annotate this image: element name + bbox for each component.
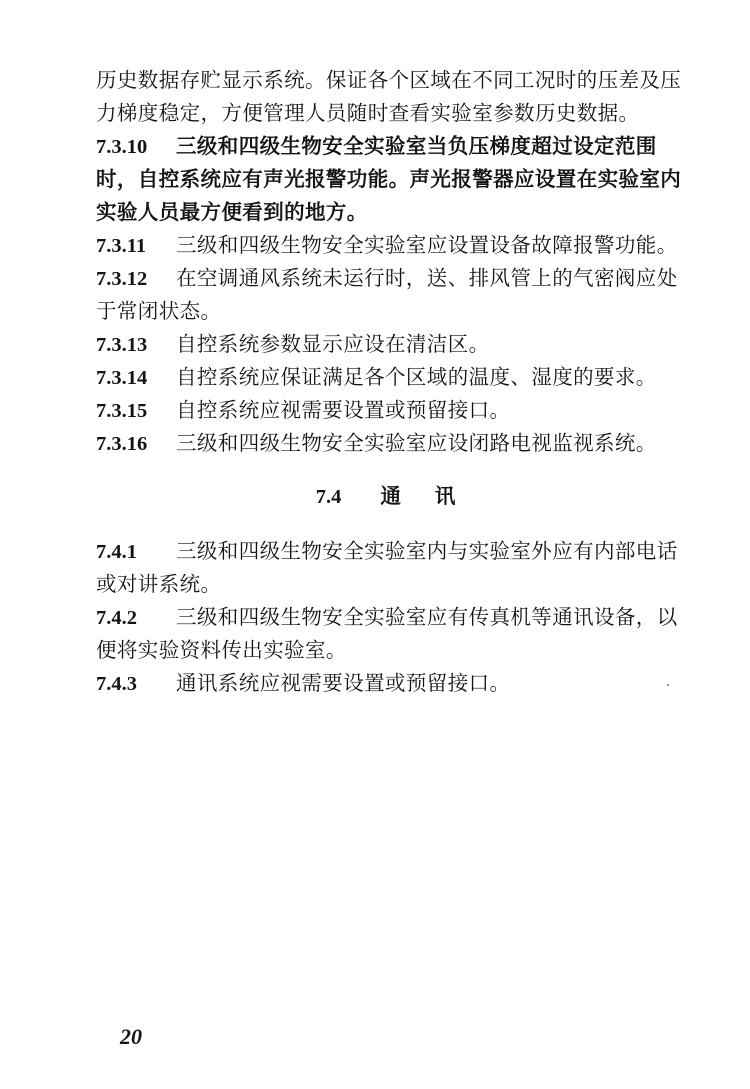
intro-line-2: 力梯度稳定，方便管理人员随时查看实验室参数历史数据。 <box>96 101 640 125</box>
clause-number: 7.3.16 <box>96 433 148 455</box>
clause-7-3-12 <box>96 262 692 295</box>
clause-number: 7.4.2 <box>96 607 137 629</box>
clause-number: 7.3.15 <box>96 400 148 422</box>
section-heading-7-4 <box>96 480 692 513</box>
clause-text: 三级和四级生物安全实验室当负压梯度超过设定范围 <box>176 134 657 158</box>
clause-7-4-2 <box>96 601 692 634</box>
section-number: 7.4 <box>315 486 342 508</box>
clause-7-3-13 <box>96 328 692 361</box>
clause-number: 7.4.3 <box>96 673 137 695</box>
section-title-char-2: 讯 <box>434 484 456 508</box>
section-title-char-1: 通 <box>380 484 401 508</box>
clause-7-4-1-line-2: 或对讲系统。 <box>96 572 222 596</box>
scan-speck <box>667 684 669 686</box>
body-text <box>96 64 692 700</box>
clause-text: 三级和四级生物安全实验室内与实验室外应有内部电话 <box>176 539 678 563</box>
clause-7-4-3 <box>96 667 692 700</box>
clause-text: 自控系统参数显示应设在清洁区。 <box>176 332 490 356</box>
clause-text: 自控系统应视需要设置或预留接口。 <box>176 398 511 422</box>
clause-7-3-15 <box>96 394 692 427</box>
clause-text: 三级和四级生物安全实验室应设闭路电视监视系统。 <box>176 431 657 455</box>
clause-7-4-2-line-2: 便将实验资料传出实验室。 <box>96 638 347 662</box>
clause-7-3-14 <box>96 361 692 394</box>
clause-7-3-16 <box>96 427 692 460</box>
clause-number: 7.3.10 <box>96 136 148 158</box>
clause-number: 7.3.14 <box>96 367 148 389</box>
clause-number: 7.4.1 <box>96 541 137 563</box>
clause-7-3-10-line-3: 实验人员最方便看到的地方。 <box>96 200 368 224</box>
clause-number: 7.3.12 <box>96 268 148 290</box>
clause-text: 通讯系统应视需要设置或预留接口。 <box>176 671 511 695</box>
clause-7-3-10 <box>96 130 692 163</box>
intro-line-1: 历史数据存贮显示系统。保证各个区域在不同工况时的压差及压 <box>96 68 682 92</box>
page-number: 20 <box>120 1024 142 1049</box>
clause-7-4-1 <box>96 535 692 568</box>
clause-text: 自控系统应保证满足各个区域的温度、湿度的要求。 <box>176 365 657 389</box>
clause-text: 三级和四级生物安全实验室应有传真机等通讯设备，以 <box>176 605 678 629</box>
clause-text: 三级和四级生物安全实验室应设置设备故障报警功能。 <box>176 233 678 257</box>
clause-7-3-11 <box>96 229 692 262</box>
clause-text: 在空调通风系统未运行时，送、排风管上的气密阀应处 <box>176 266 678 290</box>
clause-7-3-12-line-2: 于常闭状态。 <box>96 299 222 323</box>
clause-number: 7.3.11 <box>96 235 147 257</box>
clause-7-3-10-line-2: 时，自控系统应有声光报警功能。声光报警器应设置在实验室内 <box>96 167 682 191</box>
clause-number: 7.3.13 <box>96 334 148 356</box>
